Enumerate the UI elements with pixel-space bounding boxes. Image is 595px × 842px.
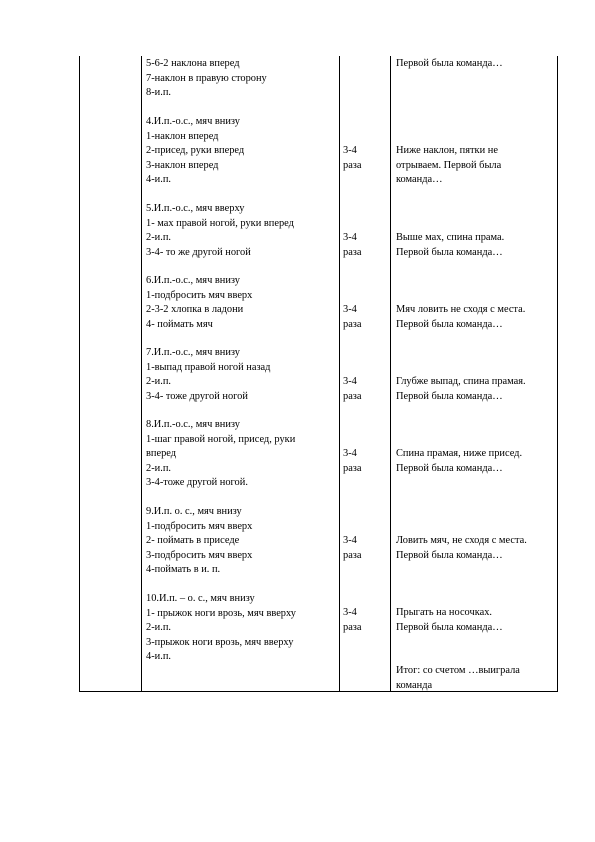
repetition-count: 3-4	[343, 535, 357, 546]
summary-line: команда	[396, 679, 433, 691]
repetition-count: 3-4	[343, 448, 357, 459]
exercise-line: 1-подбросить мяч вверх	[146, 289, 253, 301]
exercise-block	[146, 346, 336, 404]
note-cell	[396, 57, 558, 72]
note-line: Первой была команда…	[396, 549, 503, 561]
repetition-unit: раза	[343, 246, 362, 258]
exercise-block	[146, 57, 336, 101]
note-cell	[396, 144, 558, 188]
exercise-line: 3-4- тоже другой ногой	[146, 390, 248, 402]
exercise-line: 2- поймать в приседе	[146, 535, 240, 547]
exercise-line: 1- мах правой ногой, руки вперед	[146, 217, 294, 229]
exercise-line: 3-4-тоже другой ногой.	[146, 477, 248, 489]
note-cell	[396, 303, 558, 332]
exercise-line: 4-и.п.	[146, 174, 171, 186]
repetition-unit: раза	[343, 549, 362, 561]
exercise-line: 4.И.п.-о.с., мяч внизу	[146, 116, 240, 127]
exercise-line: 7-наклон в правую сторону	[146, 72, 267, 84]
exercise-line: 4- поймать мяч	[146, 318, 213, 330]
exercise-line: 1- прыжок ноги врозь, мяч вверху	[146, 607, 296, 619]
exercise-line: 1-наклон вперед	[146, 130, 219, 142]
exercise-line: 4-и.п.	[146, 651, 171, 663]
exercise-line: 2-и.п.	[146, 462, 171, 474]
repetition-count: 3-4	[343, 376, 357, 387]
note-cell	[396, 447, 558, 476]
repetition-count: 3-4	[343, 232, 357, 243]
exercise-line: 8-и.п.	[146, 87, 171, 99]
exercise-block	[146, 418, 336, 491]
exercise-line: 4-поймать в и. п.	[146, 564, 221, 576]
repetition-count: 3-4	[343, 145, 357, 156]
exercise-line: 5.И.п.-о.с., мяч вверху	[146, 203, 245, 214]
exercise-line: 10.И.п. – о. с., мяч внизу	[146, 593, 255, 604]
note-line: Первой была команда…	[396, 462, 503, 474]
exercise-line: 3-4- то же другой ногой	[146, 246, 251, 258]
summary-line: Итог: со счетом …выиграла	[396, 665, 520, 676]
exercise-line: 5-6-2 наклона вперед	[146, 58, 240, 69]
note-line: Прыгать на носочках.	[396, 607, 493, 618]
note-line: Спина прамая, ниже присед.	[396, 448, 523, 459]
exercise-line: 9.И.п. о. с., мяч внизу	[146, 506, 242, 517]
exercise-line: 2-и.п.	[146, 622, 171, 634]
exercise-line: 8.И.п.-о.с., мяч внизу	[146, 419, 240, 430]
summary-cell	[396, 664, 558, 693]
note-cell	[396, 534, 558, 563]
note-line: команда…	[396, 174, 443, 186]
note-line: Ловить мяч, не сходя с места.	[396, 535, 527, 546]
column-divider	[141, 56, 142, 691]
exercise-line: 2-и.п.	[146, 376, 171, 388]
note-line: отрываем. Первой была	[396, 159, 502, 171]
column-divider	[339, 56, 340, 691]
exercise-block	[146, 202, 336, 260]
exercise-line: 3-прыжок ноги врозь, мяч вверху	[146, 636, 294, 648]
exercise-line: 7.И.п.-о.с., мяч внизу	[146, 347, 240, 358]
repetition-count: 3-4	[343, 304, 357, 315]
exercise-line: 6.И.п.-о.с., мяч внизу	[146, 275, 240, 286]
repetition-unit: раза	[343, 462, 362, 474]
exercise-line: вперед	[146, 448, 177, 460]
note-cell	[396, 606, 558, 635]
repetition-unit: раза	[343, 159, 362, 171]
exercise-block	[146, 592, 336, 665]
note-line: Мяч ловить не сходя с места.	[396, 304, 526, 315]
exercise-line: 3-подбросить мяч вверх	[146, 549, 253, 561]
exercise-block	[146, 115, 336, 188]
repetition-cell	[343, 534, 383, 563]
repetition-cell	[343, 144, 383, 173]
exercise-block	[146, 505, 336, 578]
exercise-line: 3-наклон вперед	[146, 159, 219, 171]
repetition-count: 3-4	[343, 607, 357, 618]
exercise-line: 1-шаг правой ногой, присед, руки	[146, 433, 296, 445]
repetition-unit: раза	[343, 390, 362, 402]
note-cell	[396, 231, 558, 260]
note-line: Первой была команда…	[396, 390, 503, 402]
exercise-line: 2-и.п.	[146, 232, 171, 244]
exercise-block	[146, 274, 336, 332]
repetition-unit: раза	[343, 318, 362, 330]
note-line: Выше мах, спина прама.	[396, 232, 505, 243]
exercise-line: 1-подбросить мяч вверх	[146, 520, 253, 532]
note-line: Первой была команда…	[396, 621, 503, 633]
note-line: Ниже наклон, пятки не	[396, 145, 498, 156]
column-divider	[390, 56, 391, 691]
repetition-cell	[343, 375, 383, 404]
note-line: Первой была команда…	[396, 58, 503, 69]
repetition-cell	[343, 303, 383, 332]
note-line: Первой была команда…	[396, 246, 503, 258]
repetition-cell	[343, 447, 383, 476]
repetition-cell	[343, 606, 383, 635]
note-line: Первой была команда…	[396, 318, 503, 330]
exercise-line: 2-3-2 хлопка в ладони	[146, 304, 244, 316]
note-line: Глубже выпад, спина прамая.	[396, 376, 526, 387]
repetition-unit: раза	[343, 621, 362, 633]
exercise-line: 2-присед, руки вперед	[146, 145, 245, 157]
repetition-cell	[343, 231, 383, 260]
exercise-line: 1-выпад правой ногой назад	[146, 361, 271, 373]
note-cell	[396, 375, 558, 404]
